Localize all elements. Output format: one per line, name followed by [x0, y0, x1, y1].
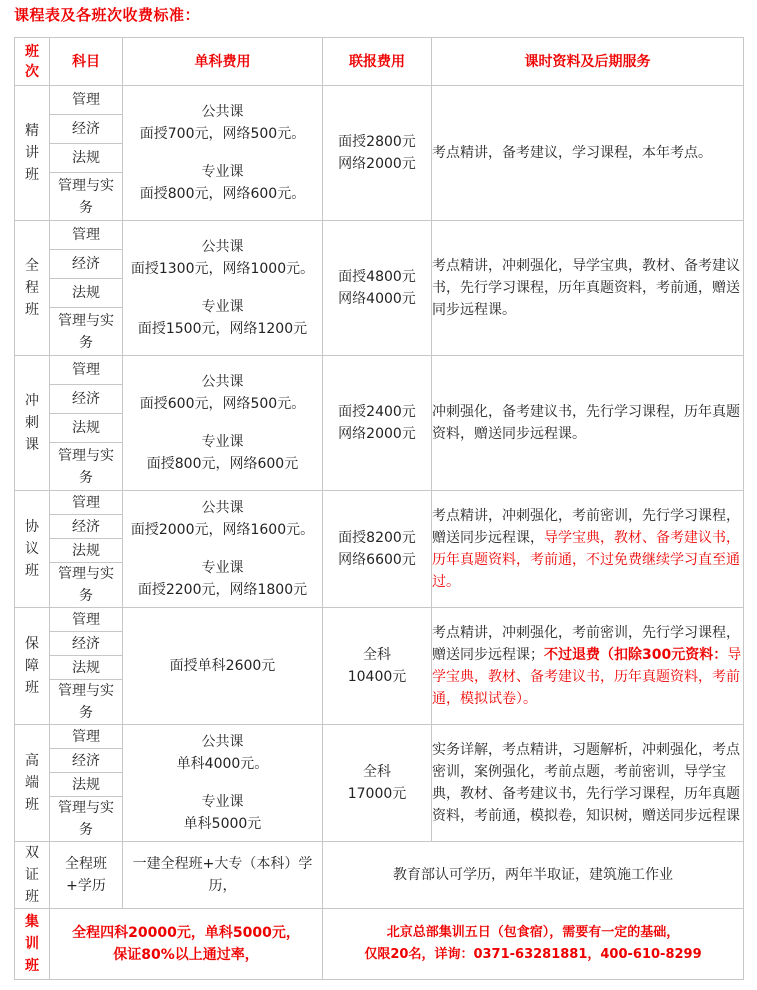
single-fee-cell: 公共课 面授2000元，网络1600元。 专业课 面授2200元，网络1800元: [123, 491, 323, 608]
single-fee-cell: 一建全程班+大专（本科）学历，: [123, 842, 323, 909]
table-row: [15, 842, 744, 909]
subject-item: 管理: [50, 86, 122, 115]
fee-table: [14, 37, 744, 980]
table-row: [15, 725, 744, 842]
header-class: 班次: [15, 38, 50, 86]
table-row: [15, 491, 744, 608]
subject-cell: [50, 356, 123, 491]
subject-cell: [50, 725, 123, 842]
service-cell: 考点精讲，冲刺强化，考前密训，先行学习课程，赠送同步远程课，导学宝典，教材、备考建议书，历年真题资料，考前通，不过免费继续学习直至通过。: [432, 491, 744, 608]
header-single-fee: 单科费用: [123, 38, 323, 86]
subject-item: 管理与实务: [58, 566, 114, 604]
class-cell: 协议班: [15, 491, 50, 608]
joint-fee-cell: 面授2400元 网络2000元: [323, 356, 432, 491]
subject-item: 管理与实务: [58, 683, 114, 721]
subject-item: 管理与实务: [58, 312, 114, 351]
subject-item: 管理: [50, 725, 122, 749]
service-cell: 考点精讲，备考建议，学习课程，本年考点。: [432, 86, 744, 221]
subject-item: 经济: [50, 115, 122, 144]
intensive-service-cell: 北京总部集训五日（包食宿），需要有一定的基础， 仅限20名，详询：0371-63281881，400-610-8299: [323, 909, 744, 980]
header-subject: 科目: [50, 38, 123, 86]
subject-item: 经济: [50, 749, 122, 773]
single-fee-cell: 公共课 面授600元，网络500元。 专业课 面授800元，网络600元: [123, 356, 323, 491]
joint-fee-cell: 全科 17000元: [323, 725, 432, 842]
service-cell: 教育部认可学历，两年半取证，建筑施工作业: [323, 842, 744, 909]
subject-item: 法规: [50, 414, 122, 443]
service-cell: 考点精讲，冲刺强化，导学宝典，教材、备考建议书，先行学习课程，历年真题资料，考前通，赠送同步远程课。: [432, 221, 744, 356]
class-cell: 保障班: [15, 608, 50, 725]
subject-item: 管理: [50, 221, 122, 250]
single-fee-cell: 面授单科2600元: [123, 608, 323, 725]
subject-item: 法规: [50, 279, 122, 308]
subject-item: 法规: [50, 656, 122, 680]
single-fee-cell: 公共课 面授700元，网络500元。 专业课 面授800元，网络600元。: [123, 86, 323, 221]
header-service: 课时资料及后期服务: [432, 38, 744, 86]
service-cell: 考点精讲，冲刺强化，考前密训，先行学习课程，赠送同步远程课；不过退费（扣除300元资料：导学宝典，教材、备考建议书，历年真题资料，考前通，模拟试卷）。: [432, 608, 744, 725]
page-title: 课程表及各班次收费标准：: [14, 6, 201, 24]
subject-item: 管理与实务: [58, 800, 114, 838]
subject-item: 管理与实务: [58, 177, 114, 216]
subject-item: 法规: [50, 144, 122, 173]
subject-item: 管理与实务: [58, 447, 114, 486]
subject-item: 法规: [50, 773, 122, 797]
class-cell: 高端班: [15, 725, 50, 842]
subject-cell: [50, 491, 123, 608]
table-row: [15, 909, 744, 980]
class-cell: 精讲班: [15, 86, 50, 221]
service-cell: 冲刺强化，备考建议书，先行学习课程，历年真题资料，赠送同步远程课。: [432, 356, 744, 491]
table-row: [15, 356, 744, 491]
header-row: [15, 38, 744, 86]
service-cell: 实务详解，考点精讲，习题解析，冲刺强化，考点密训，案例强化，考前点题，考前密训，导学宝典，教材、备考建议书，先行学习课程，历年真题资料，考前通，模拟卷，知识树，赠送同步远程课: [432, 725, 744, 842]
single-fee-cell: 公共课 单科4000元。 专业课 单科5000元: [123, 725, 323, 842]
subject-item: 经济: [50, 385, 122, 414]
class-cell: 全程班: [15, 221, 50, 356]
subject-cell: 全程班+学历: [50, 842, 123, 909]
subject-item: 经济: [50, 515, 122, 539]
table-row: [15, 608, 744, 725]
joint-fee-cell: 面授4800元 网络4000元: [323, 221, 432, 356]
intensive-fee-cell: 全程四科20000元，单科5000元， 保证80%以上通过率，: [50, 909, 323, 980]
class-cell: 集训班: [15, 909, 50, 980]
subject-item: 法规: [50, 539, 122, 563]
single-fee-cell: 公共课 面授1300元，网络1000元。 专业课 面授1500元，网络1200元: [123, 221, 323, 356]
table-row: [15, 86, 744, 221]
joint-fee-cell: 全科 10400元: [323, 608, 432, 725]
subject-item: 管理: [50, 491, 122, 515]
subject-item: 管理: [50, 608, 122, 632]
subject-cell: [50, 608, 123, 725]
joint-fee-cell: 面授2800元 网络2000元: [323, 86, 432, 221]
subject-item: 经济: [50, 250, 122, 279]
subject-item: 管理: [50, 356, 122, 385]
joint-fee-cell: 面授8200元 网络6600元: [323, 491, 432, 608]
class-cell: 冲刺课: [15, 356, 50, 491]
subject-cell: [50, 86, 123, 221]
table-row: [15, 221, 744, 356]
subject-item: 经济: [50, 632, 122, 656]
subject-cell: [50, 221, 123, 356]
class-cell: 双证班: [15, 842, 50, 909]
header-joint-fee: 联报费用: [323, 38, 432, 86]
